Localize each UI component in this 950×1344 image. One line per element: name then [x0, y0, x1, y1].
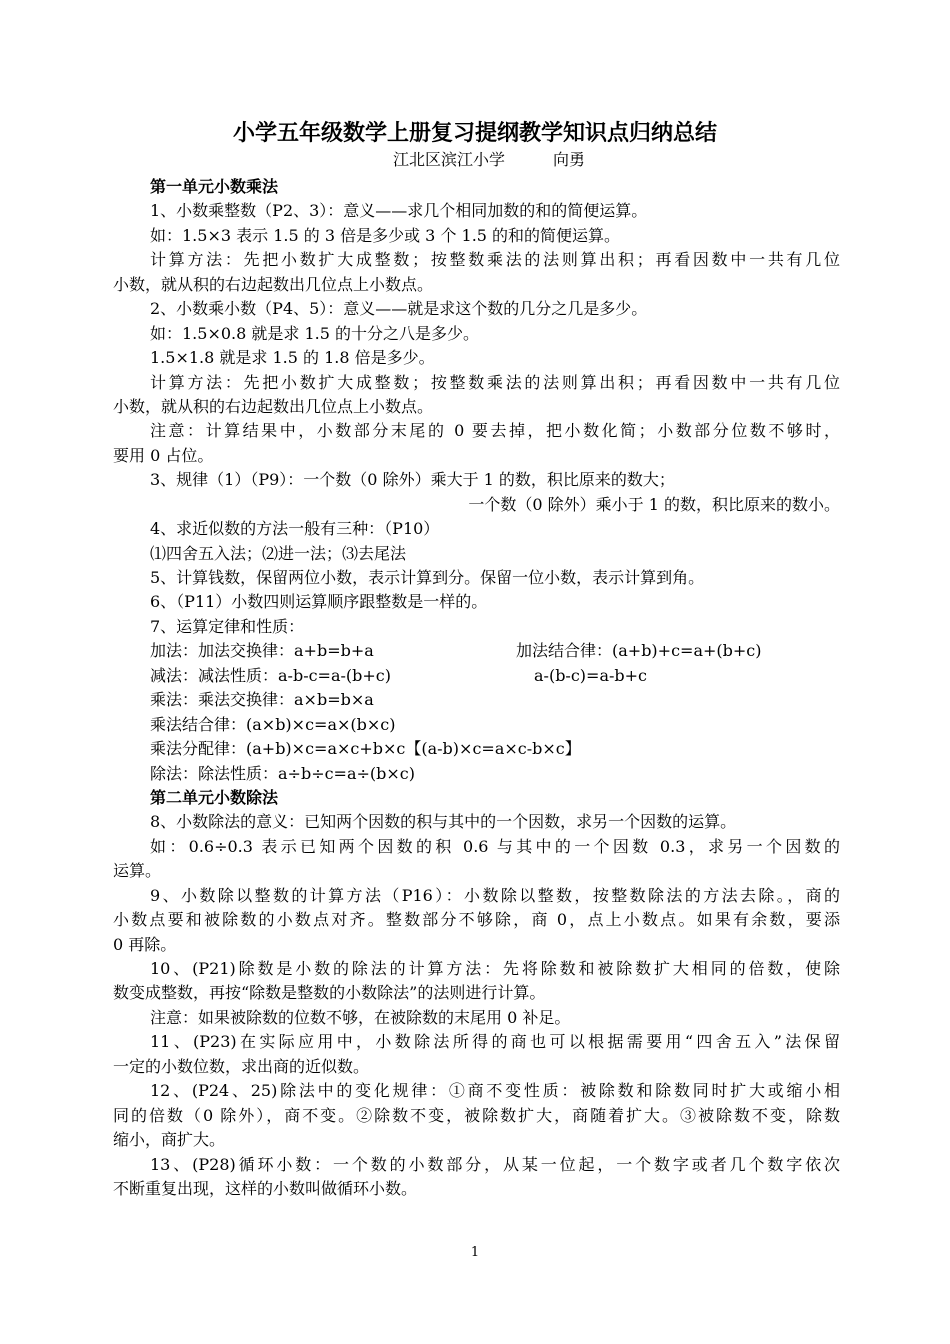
paragraph-line: 1、小数乘整数（P2、3）：意义——求几个相同加数的和的简便运算。 — [150, 201, 648, 221]
paragraph-line: 5、计算钱数，保留两位小数，表示计算到分。保留一位小数，表示计算到角。 — [150, 568, 705, 587]
paragraph-line: 10、(P21)除数是小数的除法的计算方法：先将除数和被除数扩大相同的倍数，使除 — [150, 959, 840, 978]
paragraph-line: 如：1.5×3 表示 1.5 的 3 倍是多少或 3 个 1.5 的和的简便运算。 — [150, 225, 621, 245]
paragraph-line: 小数点要和被除数的小数点对齐。整数部分不够除，商 0，点上小数点。如果有余数，要添 — [113, 910, 840, 930]
author-name: 向勇 — [553, 150, 586, 169]
document-title: 小学五年级数学上册复习提纲教学知识点归纳总结 — [232, 121, 717, 146]
paragraph-line: 运算。 — [113, 861, 162, 881]
paragraph-line: 3、规律（1）（P9）：一个数（0 除外）乘大于 1 的数，积比原来的数大； — [150, 470, 675, 490]
paragraph-line: ⑴四舍五入法；⑵进一法；⑶去尾法 — [150, 543, 407, 563]
formula-right: 加法结合律：(a+b)+c=a+(b+c) — [516, 641, 762, 661]
paragraph-line: 数变成整数，再按“除数是整数的小数除法”的法则进行计算。 — [113, 983, 546, 1003]
paragraph-line: 7、运算定律和性质： — [150, 616, 305, 636]
paragraph-line: 1.5×1.8 就是求 1.5 的 1.8 倍是多少。 — [150, 348, 435, 368]
formula-row — [113, 639, 840, 663]
paragraph-line: 11、(P23)在实际应用中，小数除法所得的商也可以根据需要用“四舍五入”法保留 — [150, 1032, 840, 1052]
document-byline — [393, 149, 585, 171]
formula-left: 减法：减法性质：a-b-c=a-(b+c) — [150, 665, 392, 685]
paragraph-line: 计算方法：先把小数扩大成整数；按整数乘法的法则算出积；再看因数中一共有几位 — [150, 372, 840, 392]
paragraph-line: 0 再除。 — [113, 934, 177, 954]
formula-right: a-(b-c)=a-b+c — [534, 665, 647, 685]
paragraph-line: 缩小，商扩大。 — [113, 1130, 226, 1150]
section-heading: 第二单元小数除法 — [150, 787, 279, 807]
paragraph-line: 除法：除法性质：a÷b÷c=a÷(b×c) — [150, 763, 416, 783]
paragraph-line: 同的倍数（0 除外），商不变。②除数不变，被除数扩大，商随着扩大。③被除数不变，除数 — [113, 1105, 840, 1125]
paragraph-line: 12、(P24、25)除法中的变化规律：①商不变性质：被除数和除数同时扩大或缩小相 — [150, 1081, 840, 1101]
paragraph-line: 不断重复出现，这样的小数叫做循环小数。 — [113, 1178, 418, 1198]
paragraph-line: 一个数（0 除外）乘小于 1 的数，积比原来的数小。 — [468, 494, 840, 514]
page-number: 1 — [470, 1245, 480, 1260]
formula-row — [113, 664, 840, 688]
paragraph-line: 乘法结合律：(a×b)×c=a×(b×c) — [150, 714, 396, 734]
section-heading: 第一单元小数乘法 — [150, 177, 279, 196]
paragraph-line: 乘法分配律：(a+b)×c=a×c+b×c【(a-b)×c=a×c-b×c】 — [150, 739, 581, 759]
paragraph-line: 注意：计算结果中，小数部分末尾的 0 要去掉，把小数化简；小数部分位数不够时， — [150, 421, 840, 441]
paragraph-line: 4、求近似数的方法一般有三种：（P10） — [150, 519, 440, 539]
paragraph-line: 小数，就从积的右边起数出几位点上小数点。 — [113, 274, 434, 294]
paragraph-line: 6、（P11）小数四则运算顺序跟整数是一样的。 — [150, 592, 488, 612]
paragraph-line: 要用 0 占位。 — [113, 445, 214, 465]
paragraph-line: 9、小数除以整数的计算方法（P16）：小数除以整数，按整数除法的方法去除。，商的 — [150, 885, 840, 905]
paragraph-line: 注意：如果被除数的位数不够，在被除数的末尾用 0 补足。 — [150, 1007, 571, 1027]
paragraph-line: 13、(P28)循环小数：一个数的小数部分，从某一位起，一个数字或者几个数字依次 — [150, 1154, 840, 1174]
school-name: 江北区滨江小学 — [393, 150, 506, 169]
paragraph-line: 2、小数乘小数（P4、5）：意义——就是求这个数的几分之几是多少。 — [150, 299, 648, 319]
formula-left: 加法：加法交换律：a+b=b+a — [150, 641, 374, 661]
paragraph-line: 乘法：乘法交换律：a×b=b×a — [150, 690, 374, 710]
paragraph-line: 如：0.6÷0.3 表示已知两个因数的积 0.6 与其中的一个因数 0.3，求另一个因数的 — [150, 836, 840, 856]
paragraph-line: 小数，就从积的右边起数出几位点上小数点。 — [113, 396, 434, 416]
paragraph-line: 计算方法：先把小数扩大成整数；按整数乘法的法则算出积；再看因数中一共有几位 — [150, 250, 840, 270]
paragraph-line: 如：1.5×0.8 就是求 1.5 的十分之八是多少。 — [150, 323, 480, 343]
document-body — [113, 175, 840, 1201]
paragraph-line: 8、小数除法的意义：已知两个因数的积与其中的一个因数，求另一个因数的运算。 — [150, 812, 737, 832]
paragraph-line: 一定的小数位数，求出商的近似数。 — [113, 1056, 370, 1076]
